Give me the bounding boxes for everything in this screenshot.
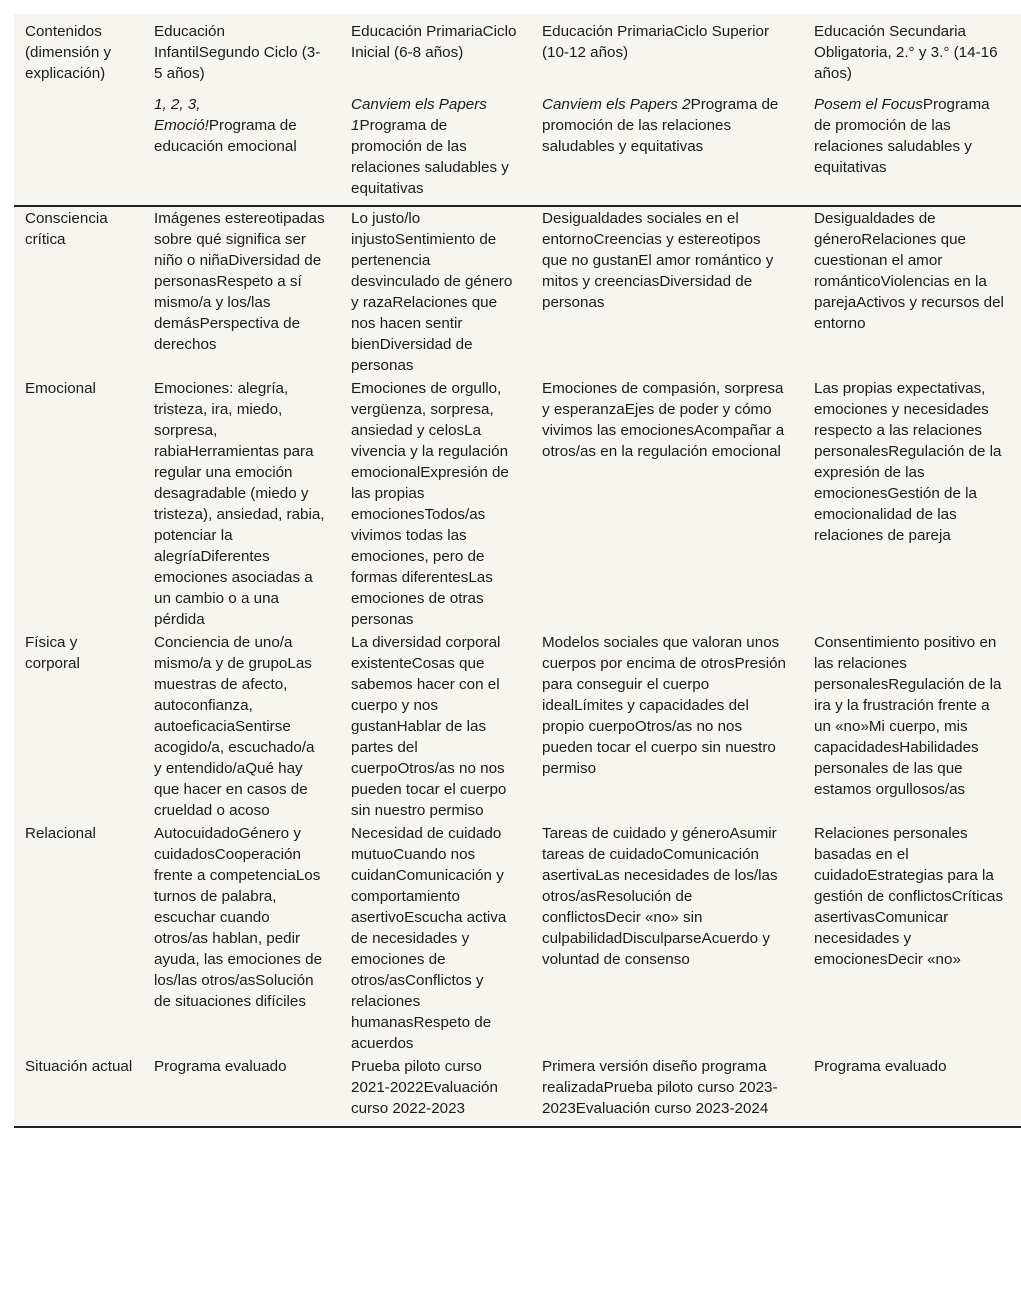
program-desc: Programa de promoción de las relaciones saludables y equitativas xyxy=(351,117,509,197)
table-cell: Prueba piloto curso 2021-2022Evaluación curso 2022-2023 xyxy=(351,1058,498,1117)
program-row xyxy=(14,84,1021,206)
table-cell: Necesidad de cuidado mutuoCuando nos cuidanComunicación y comportamiento asertivoEscucha activa de necesidades y emociones de otros/asConflictos y relaciones humanasRespeto de acuerdos xyxy=(351,825,507,1052)
table-cell: La diversidad corporal existenteCosas que sabemos hacer con el cuerpo y nos gustanHablar de las partes del cuerpoOtros/as no nos pueden tocar el cuerpo sin nuestro permiso xyxy=(351,634,507,819)
program-title: Canviem els Papers 1 xyxy=(351,96,487,134)
table-cell: Conciencia de uno/a mismo/a y de grupoLas muestras de afecto, autoconfianza, autoeficaciaSentirse acogido/a, escuchado/a y entendido/aQué hay que hacer en casos de crueldad o acoso xyxy=(154,634,315,819)
row-label: Situación actual xyxy=(25,1058,133,1075)
table-cell: AutocuidadoGénero y cuidadosCooperación frente a competenciaLos turnos de palabra, escuchar cuando otros/as hablan, pedir ayuda, las emociones de los/las otros/asSolución de situaciones difíciles xyxy=(154,825,323,1010)
program-title: Posem el Focus xyxy=(814,96,923,113)
table-cell: Lo justo/lo injustoSentimiento de pertenencia desvinculado de género y razaRelaciones que nos hacen sentir bienDiversidad de personas xyxy=(351,210,513,374)
program-desc: Programa de educación emocional xyxy=(154,117,297,155)
program-cell xyxy=(531,94,803,157)
table-row xyxy=(14,632,1021,823)
program-table xyxy=(14,14,1021,1126)
table-cell: Programa evaluado xyxy=(154,1058,287,1075)
table-cell: Imágenes estereotipadas sobre qué significa ser niño o niñaDiversidad de personasRespeto a sí mismo/a y los/las demásPerspectiva de derechos xyxy=(154,210,325,353)
table-cell: Relaciones personales basadas en el cuidadoEstrategias para la gestión de conflictosCríticas asertivasComunicar necesidades y emocionesDecir «no» xyxy=(814,825,1004,968)
row-label: Relacional xyxy=(25,825,96,842)
header-infantil: Educación InfantilSegundo Ciclo (3-5 años) xyxy=(154,23,321,82)
program-cell xyxy=(143,94,340,157)
header-primaria-inicial: Educación PrimariaCiclo Inicial (6-8 años) xyxy=(351,23,517,61)
content-table xyxy=(14,14,1021,1128)
table-row xyxy=(14,823,1021,1056)
program-desc: Programa de promoción de las relaciones saludables y equitativas xyxy=(814,96,990,176)
table-row xyxy=(14,1056,1021,1126)
row-label: Física y corporal xyxy=(25,634,80,672)
program-cell xyxy=(340,94,531,199)
table-cell: Emociones de orgullo, vergüenza, sorpresa, ansiedad y celosLa vivencia y la regulación emocionalExpresión de las propias emocionesTodos/as vivimos todas las emociones, pero de formas diferentesLas emociones de otras personas xyxy=(351,380,509,628)
table-cell: Desigualdades sociales en el entornoCreencias y estereotipos que no gustanEl amor romántico y mitos y creenciasDiversidad de personas xyxy=(542,210,774,311)
table-cell: Emociones: alegría, tristeza, ira, miedo, sorpresa, rabiaHerramientas para regular una emoción desagradable (miedo y tristeza), ansiedad, rabia, potenciar la alegríaDiferentes emociones asociadas a un cambio o a una pérdida xyxy=(154,380,325,628)
header-secundaria: Educación Secundaria Obligatoria, 2.° y 3.° (14-16 años) xyxy=(814,23,998,82)
table-cell: Tareas de cuidado y géneroAsumir tareas de cuidadoComunicación asertivaLas necesidades de los/las otros/asResolución de conflictosDecir «no» sin culpabilidadDisculparseAcuerdo y voluntad de consenso xyxy=(542,825,778,968)
table-cell: Desigualdades de géneroRelaciones que cuestionan el amor románticoViolencias en la parejaActivos y recursos del entorno xyxy=(814,210,1004,332)
program-title: 1, 2, 3, Emoció! xyxy=(154,96,209,134)
table-row xyxy=(14,378,1021,632)
table-header-row xyxy=(14,14,1021,84)
table-cell: Consentimiento positivo en las relaciones personalesRegulación de la ira y la frustración frente a un «no»Mi cuerpo, mis capacidadesHabilidades personales de las que estamos orgullosos/as xyxy=(814,634,1002,798)
program-cell xyxy=(803,94,1021,178)
header-contents: Contenidos (dimensión y explicación) xyxy=(25,23,112,82)
header-primaria-superior: Educación PrimariaCiclo Superior (10-12 años) xyxy=(542,23,770,61)
table-cell: Las propias expectativas, emociones y necesidades respecto a las relaciones personalesRegulación de la expresión de las emocionesGestión de la emocionalidad de las relaciones de pareja xyxy=(814,380,1002,544)
program-desc: Programa de promoción de las relaciones saludables y equitativas xyxy=(542,96,779,155)
table-cell: Programa evaluado xyxy=(814,1058,947,1075)
table-row xyxy=(14,206,1021,378)
row-label: Emocional xyxy=(25,380,96,397)
table-cell: Emociones de compasión, sorpresa y esperanzaEjes de poder y cómo vivimos las emocionesAcompañar a otros/as en la regulación emocional xyxy=(542,380,785,460)
row-label: Consciencia crítica xyxy=(25,210,108,248)
program-title: Canviem els Papers 2 xyxy=(542,96,691,113)
table-cell: Primera versión diseño programa realizadaPrueba piloto curso 2023-2023Evaluación curso 2023-2024 xyxy=(542,1058,778,1117)
table-cell: Modelos sociales que valoran unos cuerpos por encima de otrosPresión para conseguir el cuerpo idealLímites y capacidades del propio cuerpoOtros/as no nos pueden tocar el cuerpo sin nuestro permiso xyxy=(542,634,786,777)
